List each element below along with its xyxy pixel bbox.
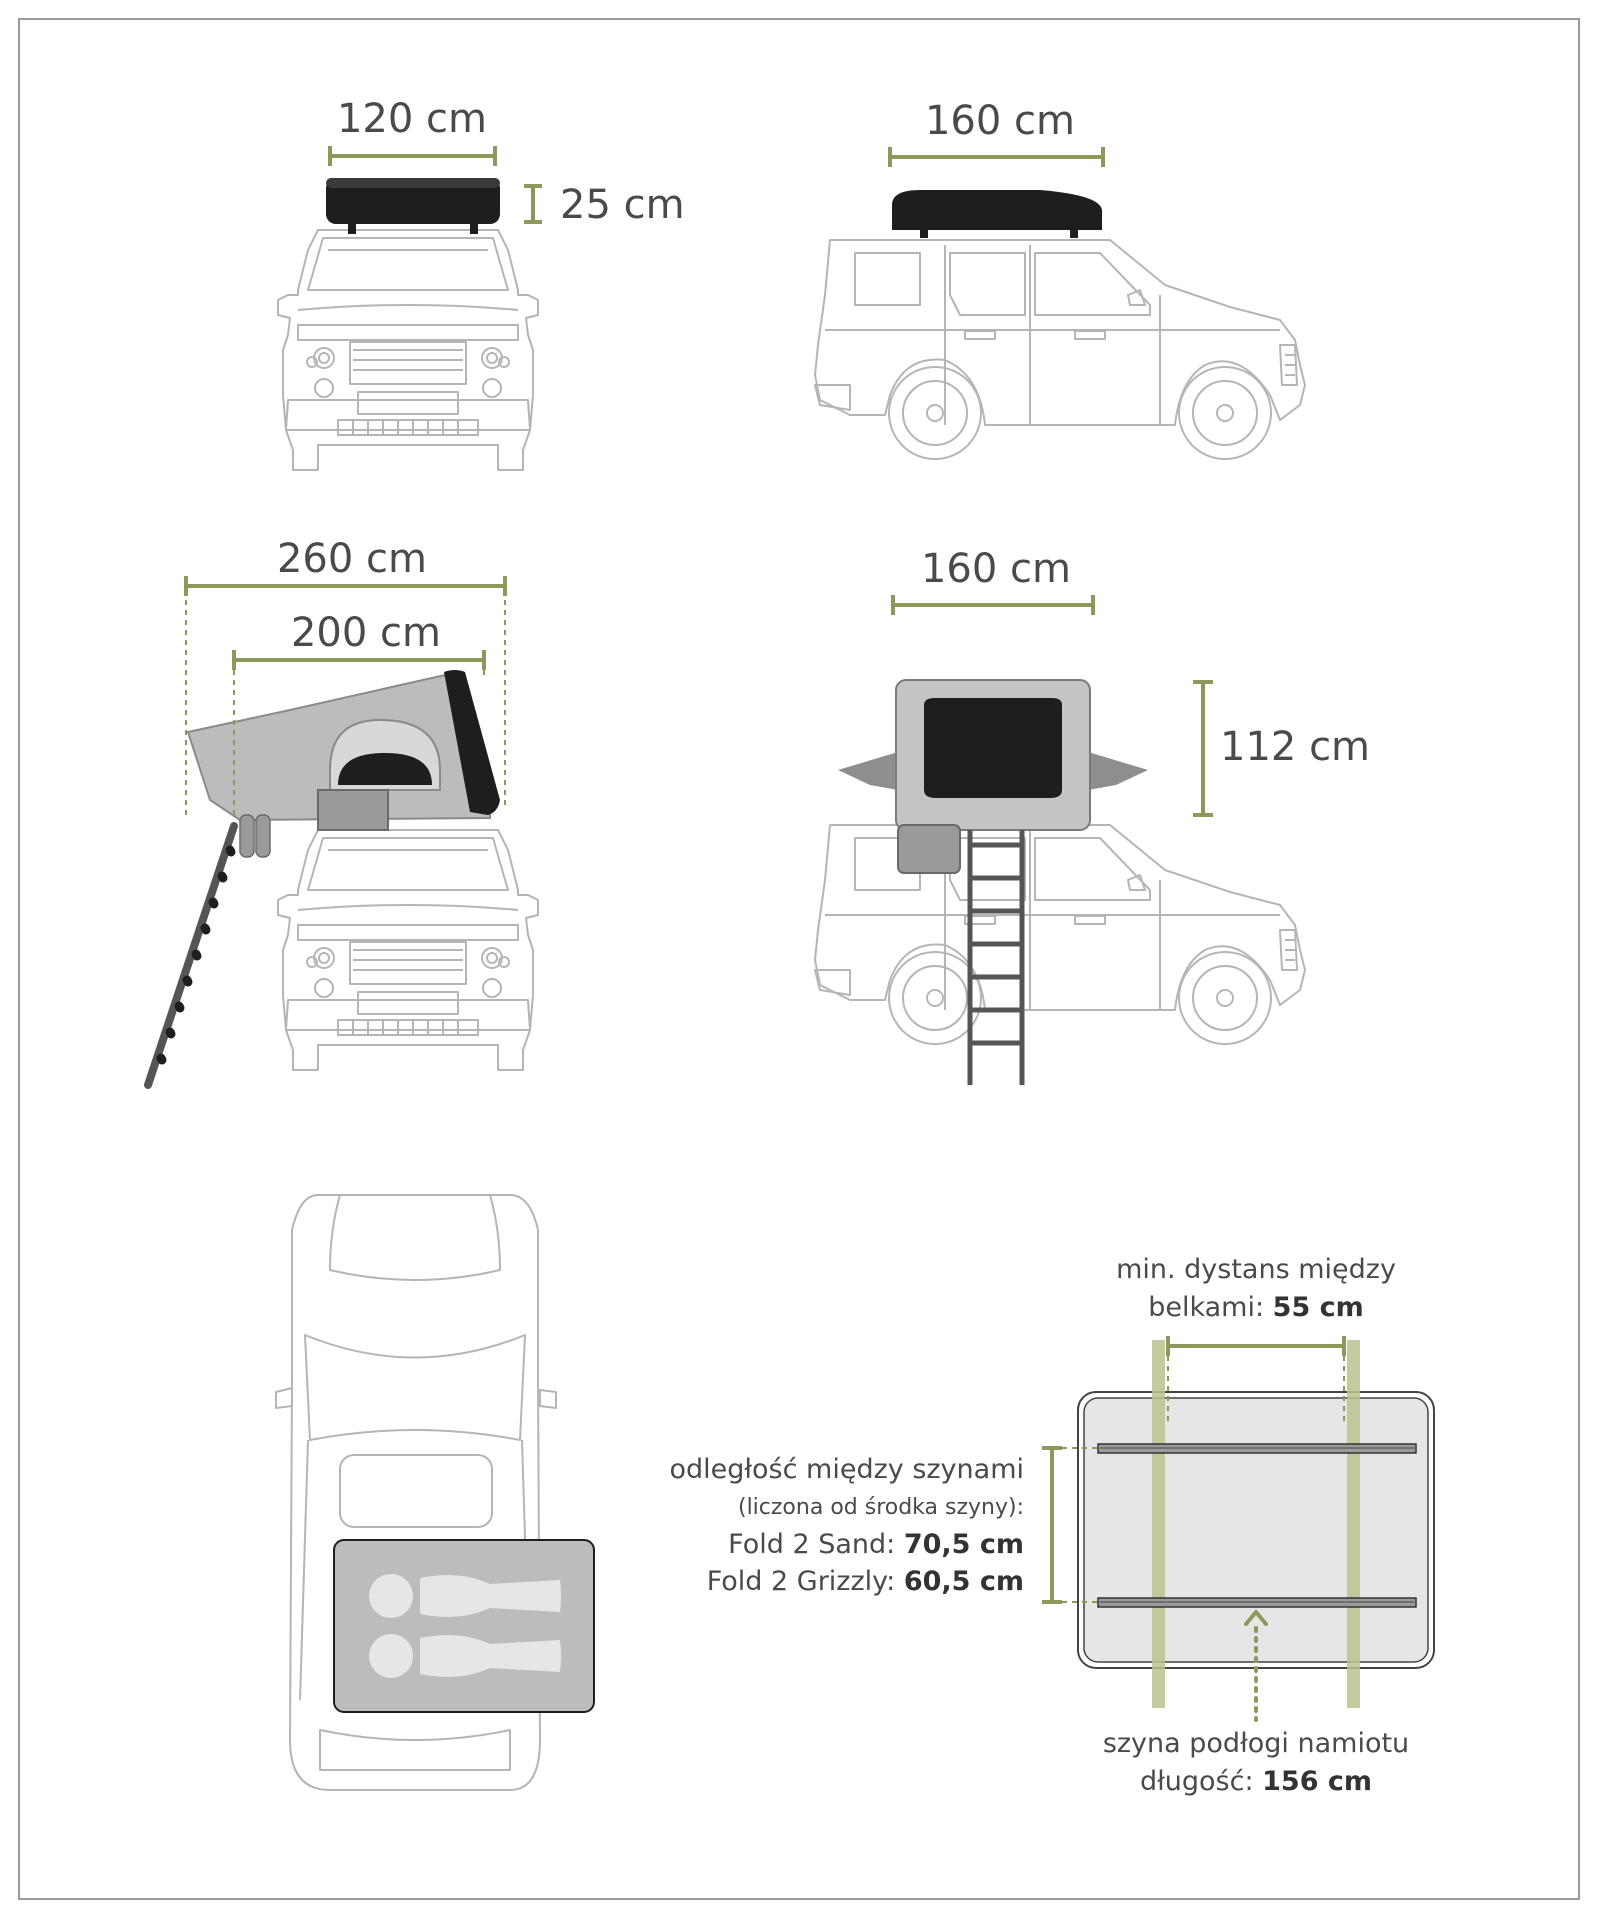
- roof-bar-right: [1347, 1340, 1360, 1708]
- dim-120: [330, 146, 495, 166]
- floor-rail-line2: długość: 156 cm: [1139, 1766, 1373, 1797]
- rails-sand-value: Fold 2 Sand: 70,5 cm: [728, 1529, 1024, 1560]
- floor-rail-bottom: [1098, 1598, 1416, 1607]
- dim-112: [1193, 682, 1213, 815]
- ladder-rungs-front: [161, 850, 231, 1060]
- rails-distance-line2: (liczona od środka szyny):: [737, 1495, 1024, 1520]
- top-view-tent: [334, 1540, 594, 1712]
- front-view-closed: [278, 96, 685, 470]
- bars-distance-line1: min. dystans między: [1116, 1254, 1396, 1285]
- side-view-open: [815, 546, 1370, 1085]
- tent-open-front: [148, 670, 500, 1085]
- rails-diagram: [1042, 1336, 1434, 1720]
- dim-55: [1168, 1336, 1344, 1356]
- tent-closed-side: [892, 190, 1102, 238]
- floor-rail-top: [1098, 1444, 1416, 1453]
- dim-rail-distance: [1042, 1448, 1062, 1602]
- dim-rear-width-label: 160 cm: [920, 546, 1072, 592]
- roof-bar-left: [1152, 1340, 1165, 1708]
- ladder-rear: [970, 830, 1022, 1085]
- dim-open-total-label: 260 cm: [276, 536, 428, 582]
- dim-height-open-label: 112 cm: [1220, 724, 1371, 770]
- tent-closed-front: [326, 178, 500, 234]
- dim-height-closed-label: 25 cm: [560, 182, 685, 228]
- side-view-closed: [815, 98, 1305, 459]
- dim-160-top: [890, 147, 1103, 167]
- floor-rail-line1: szyna podłogi namiotu: [1102, 1728, 1410, 1759]
- rails-distance-line1: odległość między szynami: [669, 1454, 1024, 1485]
- dim-160-open: [893, 595, 1093, 615]
- dim-front-width-label: 120 cm: [336, 96, 488, 142]
- dim-side-length-label: 160 cm: [924, 98, 1076, 144]
- rails-grizzly-value: Fold 2 Grizzly: 60,5 cm: [706, 1566, 1024, 1597]
- dim-open-base-label: 200 cm: [290, 610, 442, 656]
- dim-25: [524, 186, 542, 222]
- bars-distance-line2: belkami: 55 cm: [1148, 1292, 1364, 1323]
- front-view-open: [148, 536, 538, 1085]
